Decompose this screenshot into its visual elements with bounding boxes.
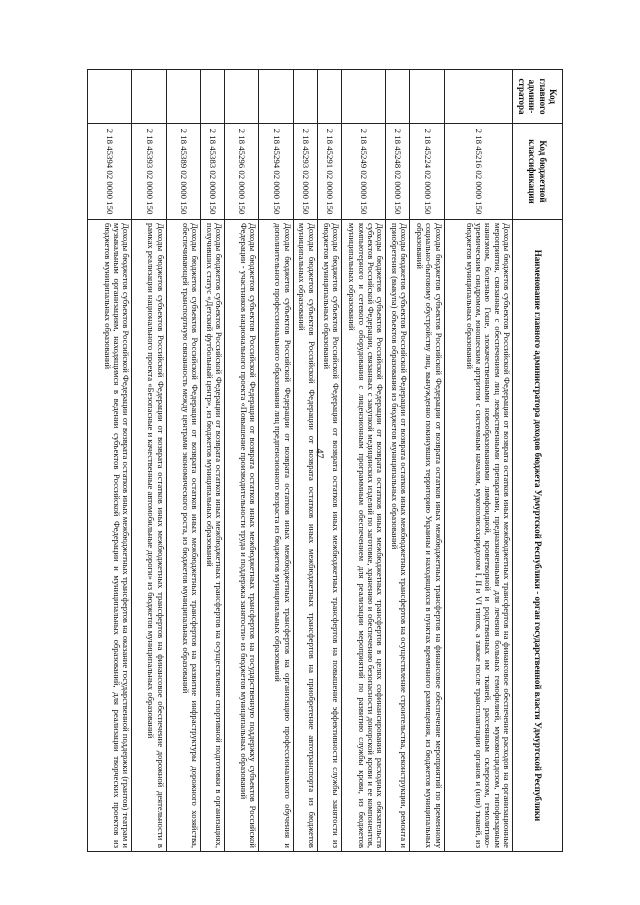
document-table-container: [87, 69, 563, 851]
cell-code: 2 18 45224 02 0000 150: [410, 124, 444, 220]
table-row: [132, 70, 166, 852]
table-row: [166, 70, 200, 852]
cell-name: Доходы бюджетов субъектов Российской Федерации от возврата остатков иных межбюджетных трансфертов на организацию профессионального обучения и дополнительного профессионального образования лиц предпенсионного возраста из бюджетов муниципальных образований: [259, 220, 293, 852]
cell-code: 2 18 45248 02 0000 150: [386, 124, 410, 220]
cell-name: Доходы бюджетов субъектов Российской Федерации от возврата остатков иных межбюджетных трансфертов на финансовое обеспечение расходов на организационные мероприятия, связанные с обеспечением лиц лекарственными препаратами, предназначенными для лечения больных гемофилией, муковисцидозом, гипофизарным нанизмом, болезнью Гоше, злокачественными новообразованиями лимфоидной, кроветворной и родственных им тканей, рассеянным склерозом, гемолитико-уремическим синдромом, юношеским артритом с системным началом, мукополисахаридозом I, II и VI типов, а также после трансплантации органов и (или) тканей, из бюджетов муниципальных образований: [444, 220, 512, 852]
cell-admin: [341, 70, 385, 124]
cell-name: Доходы бюджетов субъектов Российской Федерации от возврата остатков иных межбюджетных трансфертов на приобретение автотранспорта из бюджетов муниципальных образований: [293, 220, 317, 852]
cell-code: 2 18 45293 02 0000 150: [293, 124, 317, 220]
table-row: [410, 70, 444, 852]
cell-code: 2 18 45394 02 0000 150: [88, 124, 132, 220]
cell-code: 2 18 45389 02 0000 150: [166, 124, 200, 220]
cell-name: Доходы бюджетов субъектов Российской Федерации от возврата остатков иных межбюджетных трансфертов на осуществление строительства, реконструкции, ремонта и приобретения (выкупа) объектов образования из бюджетов муниципальных образований: [386, 220, 410, 852]
cell-admin: [200, 70, 224, 124]
table-row: [259, 70, 293, 852]
cell-admin: [259, 70, 293, 124]
cell-code: 2 18 45294 02 0000 150: [259, 124, 293, 220]
cell-admin: [410, 70, 444, 124]
cell-admin: [132, 70, 166, 124]
cell-admin: [317, 70, 341, 124]
cell-code: 2 18 45296 02 0000 150: [225, 124, 259, 220]
table-row: [341, 70, 385, 852]
page-number: 47: [313, 448, 325, 459]
cell-admin: [88, 70, 132, 124]
cell-name: Доходы бюджетов субъектов Российской Федерации от возврата остатков иных межбюджетных трансфертов на финансовое обеспечение дорожной деятельности в рамках реализации национального проекта «Безопасные и качественные автомобильные дороги» из бюджетов муниципальных образований: [132, 220, 166, 852]
cell-name: Доходы бюджетов субъектов Российской Федерации от возврата остатков иных межбюджетных трансфертов в целях софинансирования расходных обязательств субъектов Российской Федерации, связанных с закупкой медицинских изделий по заготовке, хранению и обеспечению безопасности донорской крови и ее компонентов, компьютерного и сетевого оборудования с лицензионным программным обеспечением для реализации мероприятий по развитию службы крови, из бюджетов муниципальных образований: [341, 220, 385, 852]
table-row: [225, 70, 259, 852]
cell-name: Доходы бюджетов субъектов Российской Федерации от возврата остатков иных межбюджетных трансфертов на повышение эффективности службы занятости из бюджетов муниципальных образований: [317, 220, 341, 852]
cell-admin: [293, 70, 317, 124]
table-row: [293, 70, 317, 852]
cell-code: 2 18 45291 02 0000 150: [317, 124, 341, 220]
cell-code: 2 18 45383 02 0000 150: [200, 124, 224, 220]
table-row: [200, 70, 224, 852]
cell-admin: [225, 70, 259, 124]
header-admin-code: Код главного админи-стратора: [513, 70, 563, 124]
cell-admin: [386, 70, 410, 124]
income-codes-table: [87, 69, 563, 852]
cell-name: Доходы бюджетов субъектов Российской Федерации от возврата остатков иных межбюджетных трансфертов на развитие инфраструктуры дорожного хозяйства, обеспечивающей транспортную связанность между центрами экономического роста, из бюджетов муниципальных образований: [166, 220, 200, 852]
cell-name: Доходы бюджетов субъектов Российской Федерации от возврата остатков иных межбюджетных трансфертов на осуществление спортивной подготовки в организациях, получивших статус «Детский футбольный центр», из бюджетов муниципальных образований: [200, 220, 224, 852]
table-row: [444, 70, 512, 852]
cell-admin: [444, 70, 512, 124]
cell-admin: [166, 70, 200, 124]
cell-name: Доходы бюджетов субъектов Российской Федерации от возврата остатков иных межбюджетных трансфертов на оказание государственной поддержки (грантов) театрам и музыкальным организациям, находящимся в ведении субъектов Российской Федерации и муниципальных образований, для реализации творческих проектов из бюджетов муниципальных образований: [88, 220, 132, 852]
table-header-row: [513, 70, 563, 852]
cell-code: 2 18 45216 02 0000 150: [444, 124, 512, 220]
cell-code: 2 18 45393 02 0000 150: [132, 124, 166, 220]
table-row: [386, 70, 410, 852]
header-budget-code: Код бюджетной классификации: [513, 124, 563, 220]
cell-code: 2 18 45249 02 0000 150: [341, 124, 385, 220]
cell-name: Доходы бюджетов субъектов Российской Федерации от возврата остатков иных межбюджетных трансфертов на финансовое обеспечение мероприятий по временному социально-бытовому обустройству лиц, вынужденно покинувших территорию Украины и находящихся в пунктах временного размещения, из бюджетов муниципальных образований: [410, 220, 444, 852]
table-row: [317, 70, 341, 852]
header-name: Наименование главного администратора доходов бюджета Удмуртской Республики - орган государственной власти Удмуртской Республики: [513, 220, 563, 852]
cell-name: Доходы бюджетов субъектов Российской Федерации от возврата остатков иных межбюджетных трансфертов на государственную поддержку субъектов Российской Федерации - участников национального проекта «Повышение производительности труда и поддержка занятости» из бюджетов муниципальных образований: [225, 220, 259, 852]
table-row: [88, 70, 132, 852]
